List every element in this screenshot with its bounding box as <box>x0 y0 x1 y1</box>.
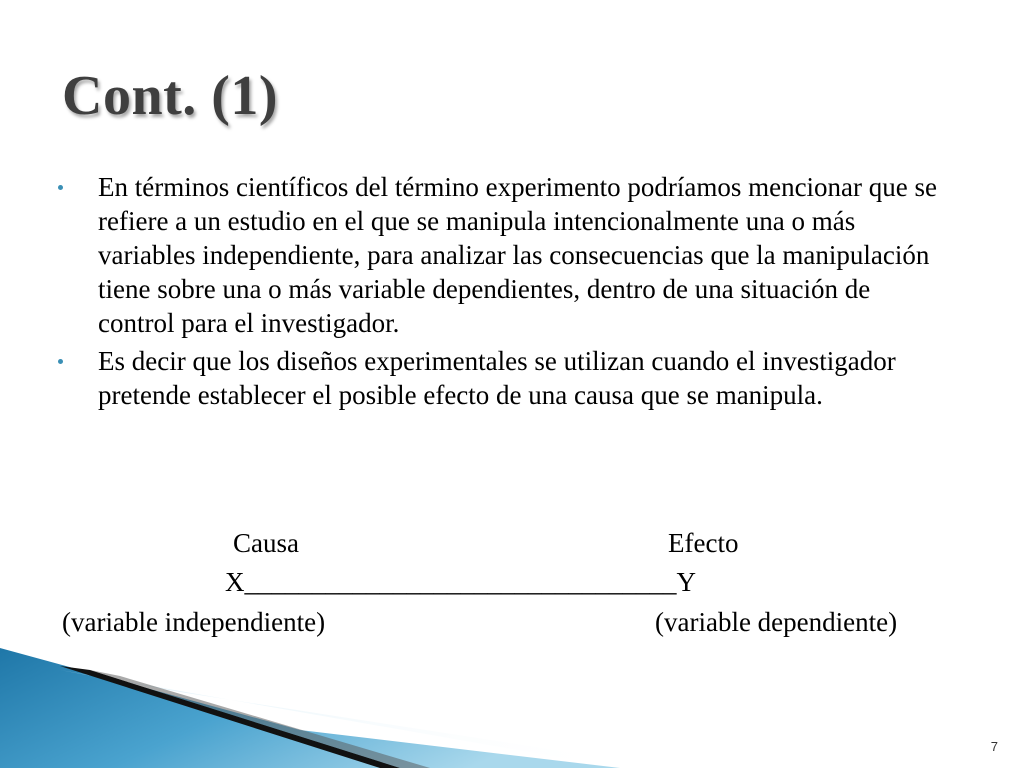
bullet-item-design <box>58 344 948 412</box>
decorative-swoosh-graphic <box>0 640 620 768</box>
dependent-variable-label: (variable dependiente) <box>655 607 898 637</box>
cause-label: Causa <box>233 528 299 558</box>
effect-label: Efecto <box>668 528 739 558</box>
bullet-text: En términos científicos del término experimento podríamos mencionar que se refiere a un estudio en el que se manipula intencionalmente una o más variables independiente, para analizar las consecuencias que la manipulación tiene sobre una o más variable dependientes, dentro de una situación de control para el investigador. <box>98 172 938 338</box>
bullet-item-definition <box>58 170 948 340</box>
bullet-list <box>58 170 948 416</box>
bullet-dot-icon <box>58 359 63 364</box>
bullet-text: Es decir que los diseños experimentales se utilizan cuando el investigador pretende establecer el posible efecto de una causa que se manipula. <box>98 346 896 410</box>
cause-effect-relation: X________________________________Y <box>225 567 696 597</box>
slide-title: Cont. (1) <box>62 65 279 127</box>
independent-variable-label: (variable independiente) <box>62 607 326 637</box>
bullet-dot-icon <box>58 185 63 190</box>
page-number: 7 <box>990 739 998 754</box>
